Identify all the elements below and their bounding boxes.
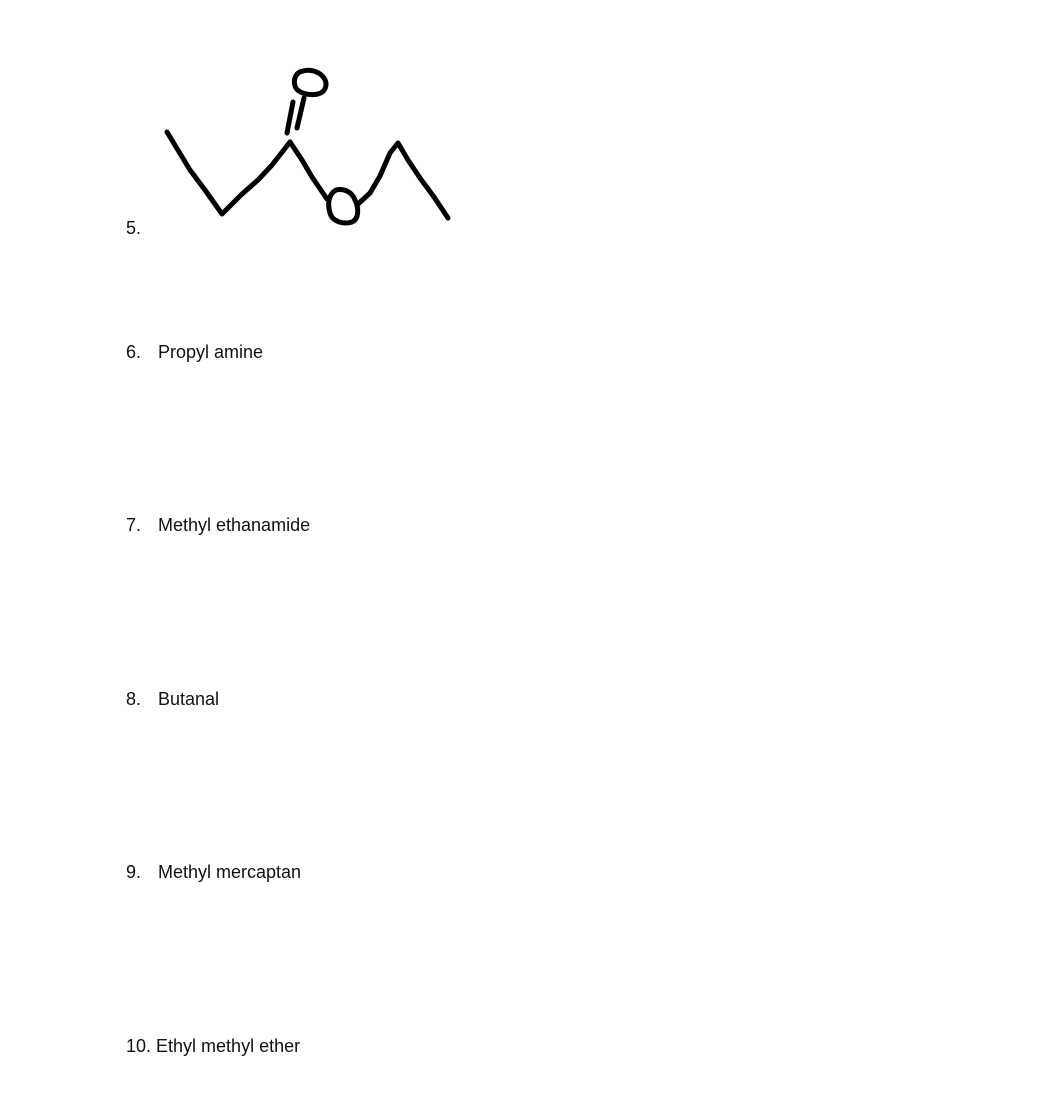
carbon-chain-stroke	[167, 132, 290, 214]
question-number: 7.	[126, 515, 142, 535]
question-6	[126, 341, 263, 363]
double-bond-stroke-1	[287, 102, 293, 133]
question-7	[126, 514, 310, 536]
question-number: 8.	[126, 689, 142, 709]
double-bond-stroke-2	[297, 98, 304, 128]
question-10	[126, 1035, 300, 1057]
question-label: Ethyl methyl ether	[156, 1036, 301, 1056]
question-label: Methyl ethanamide	[158, 515, 311, 535]
question-number: 10.	[126, 1036, 152, 1056]
carbon-chain-stroke	[357, 143, 448, 218]
question-8	[126, 688, 219, 710]
ester-oxygen-circle	[329, 189, 358, 223]
question-label: Methyl mercaptan	[158, 862, 302, 882]
question-number: 9.	[126, 862, 142, 882]
question-label: Propyl amine	[158, 342, 264, 362]
skeletal-structure-drawing	[150, 60, 470, 240]
question-label: Butanal	[158, 689, 220, 709]
carbon-chain-stroke	[290, 142, 327, 199]
carbonyl-oxygen-circle	[294, 70, 326, 94]
question-number: 5.	[126, 218, 142, 238]
question-number: 6.	[126, 342, 142, 362]
question-9	[126, 861, 301, 883]
